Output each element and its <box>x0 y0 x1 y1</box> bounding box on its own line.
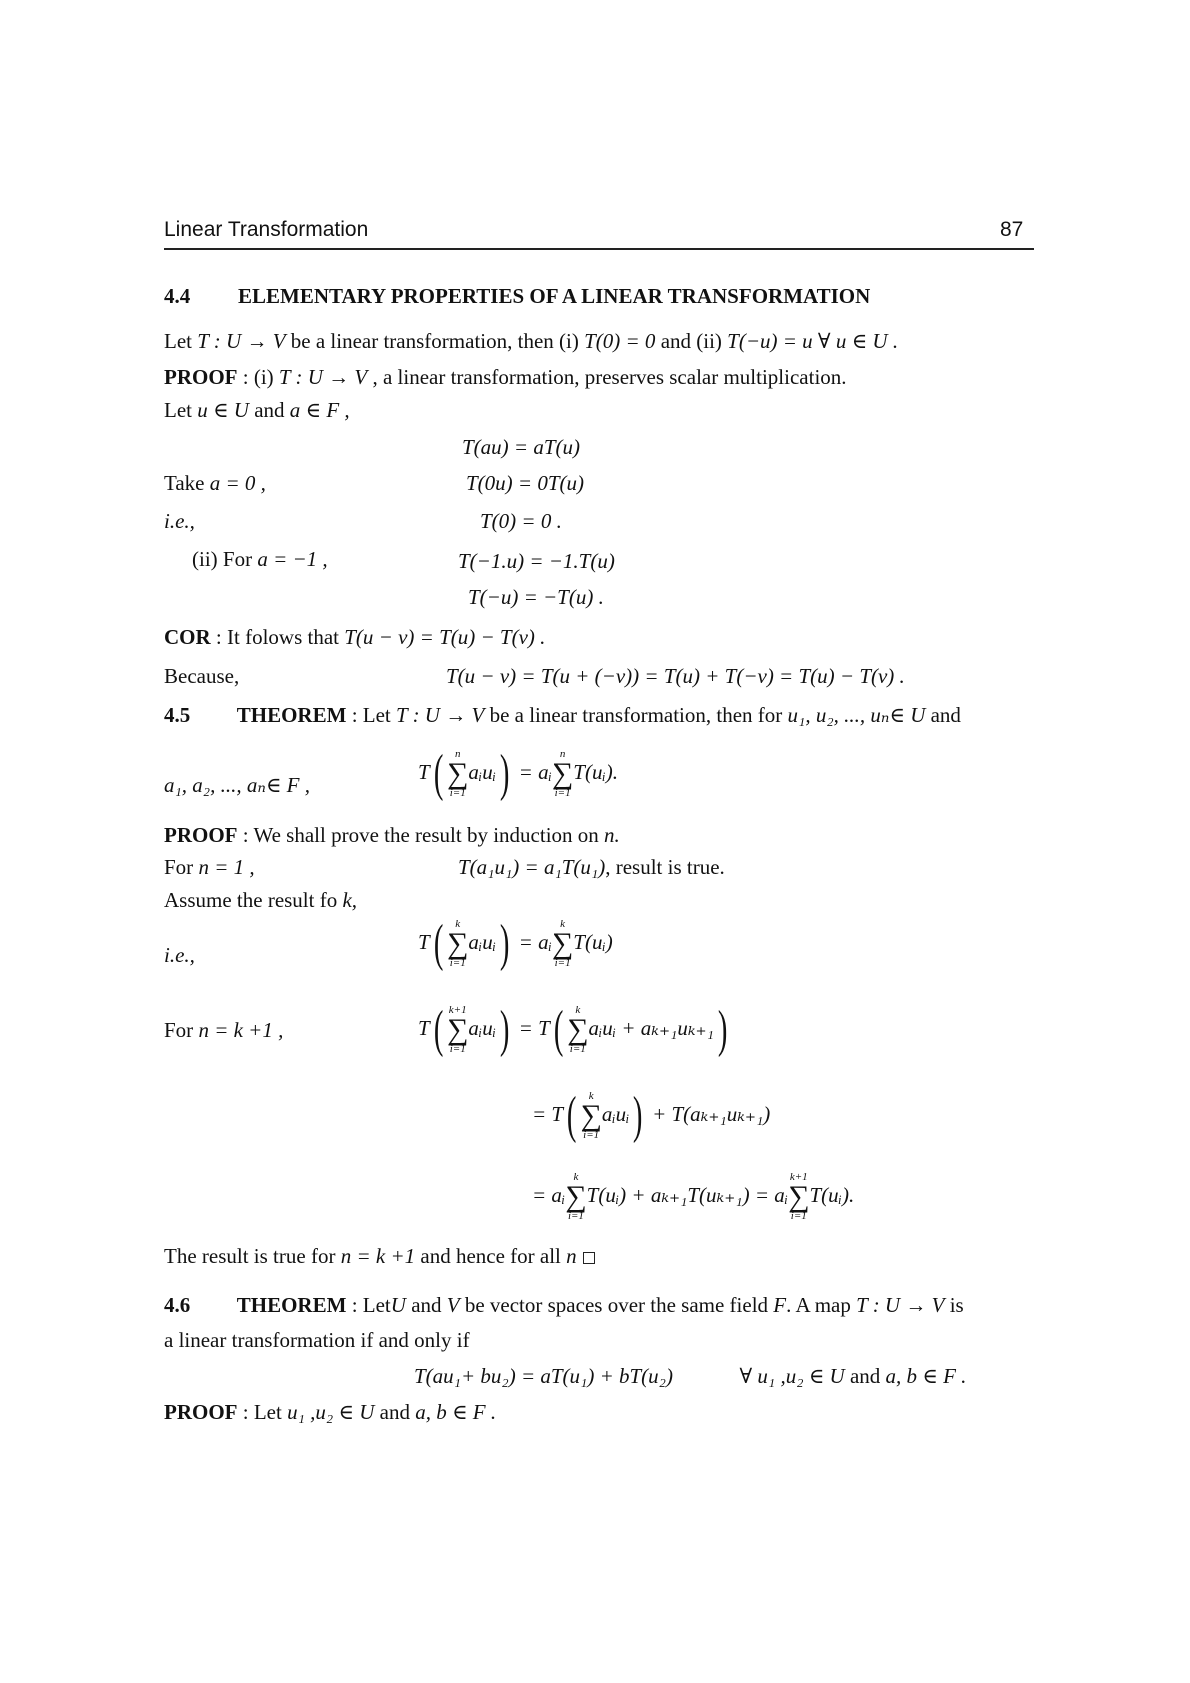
theorem-4-6-equation-line <box>414 1363 966 1389</box>
because-label: Because, <box>164 664 240 688</box>
induction-step-line-3 <box>532 1172 854 1222</box>
eq-aiui: aᵢuᵢ <box>468 1015 497 1040</box>
eq-T: T <box>418 1015 430 1040</box>
induction-step-line-2 <box>532 1087 771 1144</box>
eq-ai: aᵢ <box>551 1182 566 1207</box>
eq-equals: = <box>518 1015 533 1040</box>
eq-aiui: aᵢuᵢ <box>468 929 497 954</box>
take-line <box>164 470 266 496</box>
for-nk1-line <box>164 1017 283 1043</box>
cor-eq: T(u − v) = T(u) − T(v) . <box>344 625 546 649</box>
eq-dot: . <box>848 1182 855 1207</box>
sigma-glyph: ∑ <box>565 1180 587 1213</box>
sum-symbol <box>447 1005 468 1055</box>
section-number-4-5: 4.5 <box>164 703 191 727</box>
for-n1-line <box>164 854 255 880</box>
eq-lparen: ( <box>433 745 444 802</box>
sum-symbol <box>567 1005 588 1055</box>
corollary-line <box>164 624 545 650</box>
theorem-4-6-map: T : U → V <box>856 1293 945 1317</box>
proof-4-6-vars: u₁ ,u₂ ∈ U <box>287 1400 375 1424</box>
sum-lower: i=1 <box>790 1210 807 1222</box>
cor-text: : It folows that <box>215 625 339 649</box>
sum-upper: k <box>455 918 461 930</box>
eq-ai: aᵢ <box>774 1182 789 1207</box>
theorem-4-5-equation <box>418 745 619 802</box>
qed-box-icon <box>583 1252 595 1264</box>
sum-symbol <box>580 1091 601 1141</box>
eq-ai: aᵢ <box>538 759 552 784</box>
eq-T: T <box>418 929 430 954</box>
sigma-glyph: ∑ <box>788 1180 810 1213</box>
sum-lower: i=1 <box>554 787 571 799</box>
cor-label: COR <box>164 625 211 649</box>
eq-equals: = <box>518 759 533 784</box>
sum-symbol <box>552 919 573 969</box>
eq-T: T <box>538 1015 550 1040</box>
theorem-4-6-cond2: a, b ∈ F . <box>885 1364 967 1388</box>
let-f: a ∈ F , <box>289 398 350 422</box>
sigma-glyph: ∑ <box>447 757 469 790</box>
proof-label-4-5: PROOF <box>164 823 238 847</box>
fork-value: n = k +1 , <box>198 1018 284 1042</box>
eq-plus: + <box>631 1182 646 1207</box>
let-line <box>164 397 350 423</box>
sum-lower: i=1 <box>449 957 466 969</box>
conclusion-a: The result is true for <box>164 1244 336 1268</box>
eq-T: T <box>418 759 430 784</box>
sigma-glyph: ∑ <box>567 1013 589 1046</box>
eq-lparen: ( <box>433 1001 444 1058</box>
proof-4-6-scalars: a, b ∈ F . <box>415 1400 497 1424</box>
proof-4-5-text: : We shall prove the result by induction on <box>242 823 599 847</box>
eq-Tui: T(uᵢ) <box>586 1182 627 1207</box>
conclusion-eq: n = k +1 <box>340 1244 416 1268</box>
sum-upper: k <box>588 1090 594 1102</box>
eq-Tui: T(uᵢ) <box>573 929 613 954</box>
eq-lparen: ( <box>553 1001 564 1058</box>
theorem-4-5-text-a: : Let <box>351 703 391 727</box>
eq-aiui: aᵢuᵢ <box>468 759 497 784</box>
ie-label-2: i.e., <box>164 943 195 967</box>
sum-lower: i=1 <box>554 957 571 969</box>
sum-symbol <box>552 749 573 799</box>
sum-lower: i=1 <box>449 787 466 799</box>
theorem-4-5-vars: u₁, u₂, ..., uₙ∈ U <box>787 703 926 727</box>
statement-prefix: Let <box>164 329 192 353</box>
ie-label-1: i.e., <box>164 509 195 533</box>
eq-ai: aᵢ <box>538 929 552 954</box>
theorem-label-4-6: THEOREM <box>236 1293 347 1317</box>
for1-eq: T(a₁u₁) = a₁T(u₁) <box>458 855 606 879</box>
section-heading-4-4: ELEMENTARY PROPERTIES OF A LINEAR TRANSFORMATION <box>238 284 871 308</box>
sum-symbol <box>447 749 468 799</box>
sum-upper: k <box>560 918 566 930</box>
proof-4-6-text: : Let <box>242 1400 282 1424</box>
sum-upper: n <box>559 748 566 760</box>
sigma-glyph: ∑ <box>551 927 574 960</box>
equation-4: T(−1.u) = −1.T(u) <box>458 549 615 573</box>
header-rule <box>164 248 1034 250</box>
proof-line1-map: T : U → V <box>278 365 368 389</box>
eq-aiui: aᵢuᵢ <box>588 1015 617 1040</box>
theorem-4-6-u: U <box>390 1293 406 1317</box>
eq-lparen: ( <box>567 1087 577 1144</box>
induction-hypothesis-equation <box>418 915 613 972</box>
proof-4-5-var: n. <box>604 823 620 847</box>
eq-lparen: ( <box>433 915 444 972</box>
because-equation: T(u − v) = T(u + (−v)) = T(u) + T(−v) = T(u) − T(v) . <box>446 664 905 688</box>
eq-rparen: ) <box>717 1001 728 1058</box>
eq-plus: + <box>652 1101 667 1126</box>
proof-line1-b: , a linear transformation, preserves scalar multiplication. <box>372 365 847 389</box>
statement-i: T(0) = 0 <box>584 329 656 353</box>
equation-5: T(−u) = −T(u) . <box>468 585 604 609</box>
theorem-4-6-eq: T(au₁+ bu₂) = aT(u₁) + bT(u₂) <box>414 1364 673 1388</box>
theorem-4-5-and: and <box>930 703 961 727</box>
eq-plus: + <box>621 1015 636 1040</box>
sum-lower: i=1 <box>583 1129 600 1141</box>
proof-4-6-line <box>164 1399 496 1425</box>
eq-T: T <box>551 1101 564 1126</box>
conclusion-n: n <box>566 1244 577 1268</box>
eq-rparen: ) <box>499 1001 510 1058</box>
conclusion-b: and hence for all <box>420 1244 561 1268</box>
proof-line1-a: : (i) <box>242 365 274 389</box>
eq-Tui: T(uᵢ) <box>809 1182 849 1207</box>
theorem-4-6-text-d: . A map <box>786 1293 851 1317</box>
sum-upper: n <box>454 748 461 760</box>
proof-label-4-6: PROOF <box>164 1400 238 1424</box>
eq-dot: . <box>612 759 619 784</box>
proof-label: PROOF <box>164 365 238 389</box>
sum-lower: i=1 <box>569 1043 586 1055</box>
fork-label: For <box>164 1018 194 1042</box>
sum-lower: i=1 <box>567 1210 584 1222</box>
equation-1: T(au) = aT(u) <box>462 435 581 459</box>
conclusion-line <box>164 1243 595 1269</box>
theorem-4-5-line <box>164 702 961 728</box>
theorem-label-4-5: THEOREM <box>236 703 347 727</box>
proof-4-6-and: and <box>379 1400 410 1424</box>
eq-equals: = <box>518 929 533 954</box>
sum-upper: k+1 <box>789 1171 808 1183</box>
for1-value: n = 1 , <box>198 855 255 879</box>
section-number-4-4: 4.4 <box>164 284 191 308</box>
sum-upper: k+1 <box>448 1004 467 1016</box>
equation-2: T(0u) = 0T(u) <box>466 471 585 495</box>
running-header-title: Linear Transformation <box>164 218 369 241</box>
eq-ak1uk1: aₖ₊₁uₖ₊₁ <box>640 1015 714 1040</box>
for-n1-equation-line <box>458 854 725 880</box>
take-label: Take <box>164 471 205 495</box>
let-a: Let <box>164 398 192 422</box>
sum-lower: i=1 <box>449 1043 466 1055</box>
sigma-glyph: ∑ <box>580 1099 602 1132</box>
sum-upper: k <box>573 1171 579 1183</box>
section-number-4-6: 4.6 <box>164 1293 191 1317</box>
for-line <box>192 546 328 572</box>
eq-rparen: ) <box>499 745 510 802</box>
sum-symbol <box>565 1172 586 1222</box>
eq-Tak1uk1: T(aₖ₊₁uₖ₊₁) <box>671 1101 771 1126</box>
assume-var: k, <box>342 888 358 912</box>
theorem-4-6-f: F <box>773 1293 787 1317</box>
theorem-4-6-eq-and: and <box>849 1364 881 1388</box>
eq-equals: = <box>754 1182 769 1207</box>
let-and: and <box>254 398 285 422</box>
proof-4-5-line <box>164 822 620 848</box>
theorem-4-6-v: V <box>446 1293 460 1317</box>
theorem-4-5-scalars: a₁, a₂, ..., aₙ∈ F , <box>164 773 310 797</box>
eq-ak1Tuk1: aₖ₊₁T(uₖ₊₁) <box>650 1182 750 1207</box>
eq-rparen: ) <box>633 1087 643 1144</box>
induction-step-line-1 <box>418 1001 731 1058</box>
statement-line <box>164 328 898 354</box>
theorem-4-5-text-b: be a linear transformation, then for <box>489 703 783 727</box>
sum-symbol <box>788 1172 809 1222</box>
for-label: (ii) For <box>192 547 253 571</box>
sigma-glyph: ∑ <box>551 757 574 790</box>
let-u: u ∈ U <box>197 398 249 422</box>
theorem-4-6-cond: ∀ u₁ ,u₂ ∈ U <box>739 1364 845 1388</box>
statement-ii: T(−u) = u ∀ u ∈ U . <box>727 329 899 353</box>
theorem-4-6-text-a: : Let <box>351 1293 391 1317</box>
sigma-glyph: ∑ <box>447 1013 469 1046</box>
eq-equals: = <box>532 1101 547 1126</box>
page-number: 87 <box>1000 218 1024 241</box>
theorem-4-5-map: T : U → V <box>396 703 485 727</box>
statement-mid: be a linear transformation, then (i) <box>290 329 579 353</box>
assume-line <box>164 887 357 913</box>
for-value: a = −1 , <box>257 547 328 571</box>
proof-line-1 <box>164 364 847 390</box>
eq-rparen: ) <box>499 915 510 972</box>
theorem-4-6-line-2: a linear transformation if and only if <box>164 1328 470 1352</box>
equation-3: T(0) = 0 . <box>480 509 562 533</box>
eq-aiui: aᵢuᵢ <box>601 1101 630 1126</box>
theorem-4-6-is: is <box>949 1293 964 1317</box>
eq-Tui: T(uᵢ) <box>573 759 613 784</box>
for1-tail: , result is true. <box>605 855 725 879</box>
eq-equals: = <box>532 1182 547 1207</box>
sum-symbol <box>447 919 468 969</box>
theorem-4-6-text-c: be vector spaces over the same field <box>464 1293 769 1317</box>
for1-label: For <box>164 855 194 879</box>
take-value: a = 0 , <box>209 471 266 495</box>
sum-upper: k <box>575 1004 581 1016</box>
theorem-4-6-text-b: and <box>411 1293 442 1317</box>
statement-and: and (ii) <box>660 329 722 353</box>
statement-map: T : U → V <box>197 329 286 353</box>
assume-text: Assume the result fo <box>164 888 338 912</box>
theorem-4-6-line <box>164 1292 964 1318</box>
sigma-glyph: ∑ <box>447 927 469 960</box>
